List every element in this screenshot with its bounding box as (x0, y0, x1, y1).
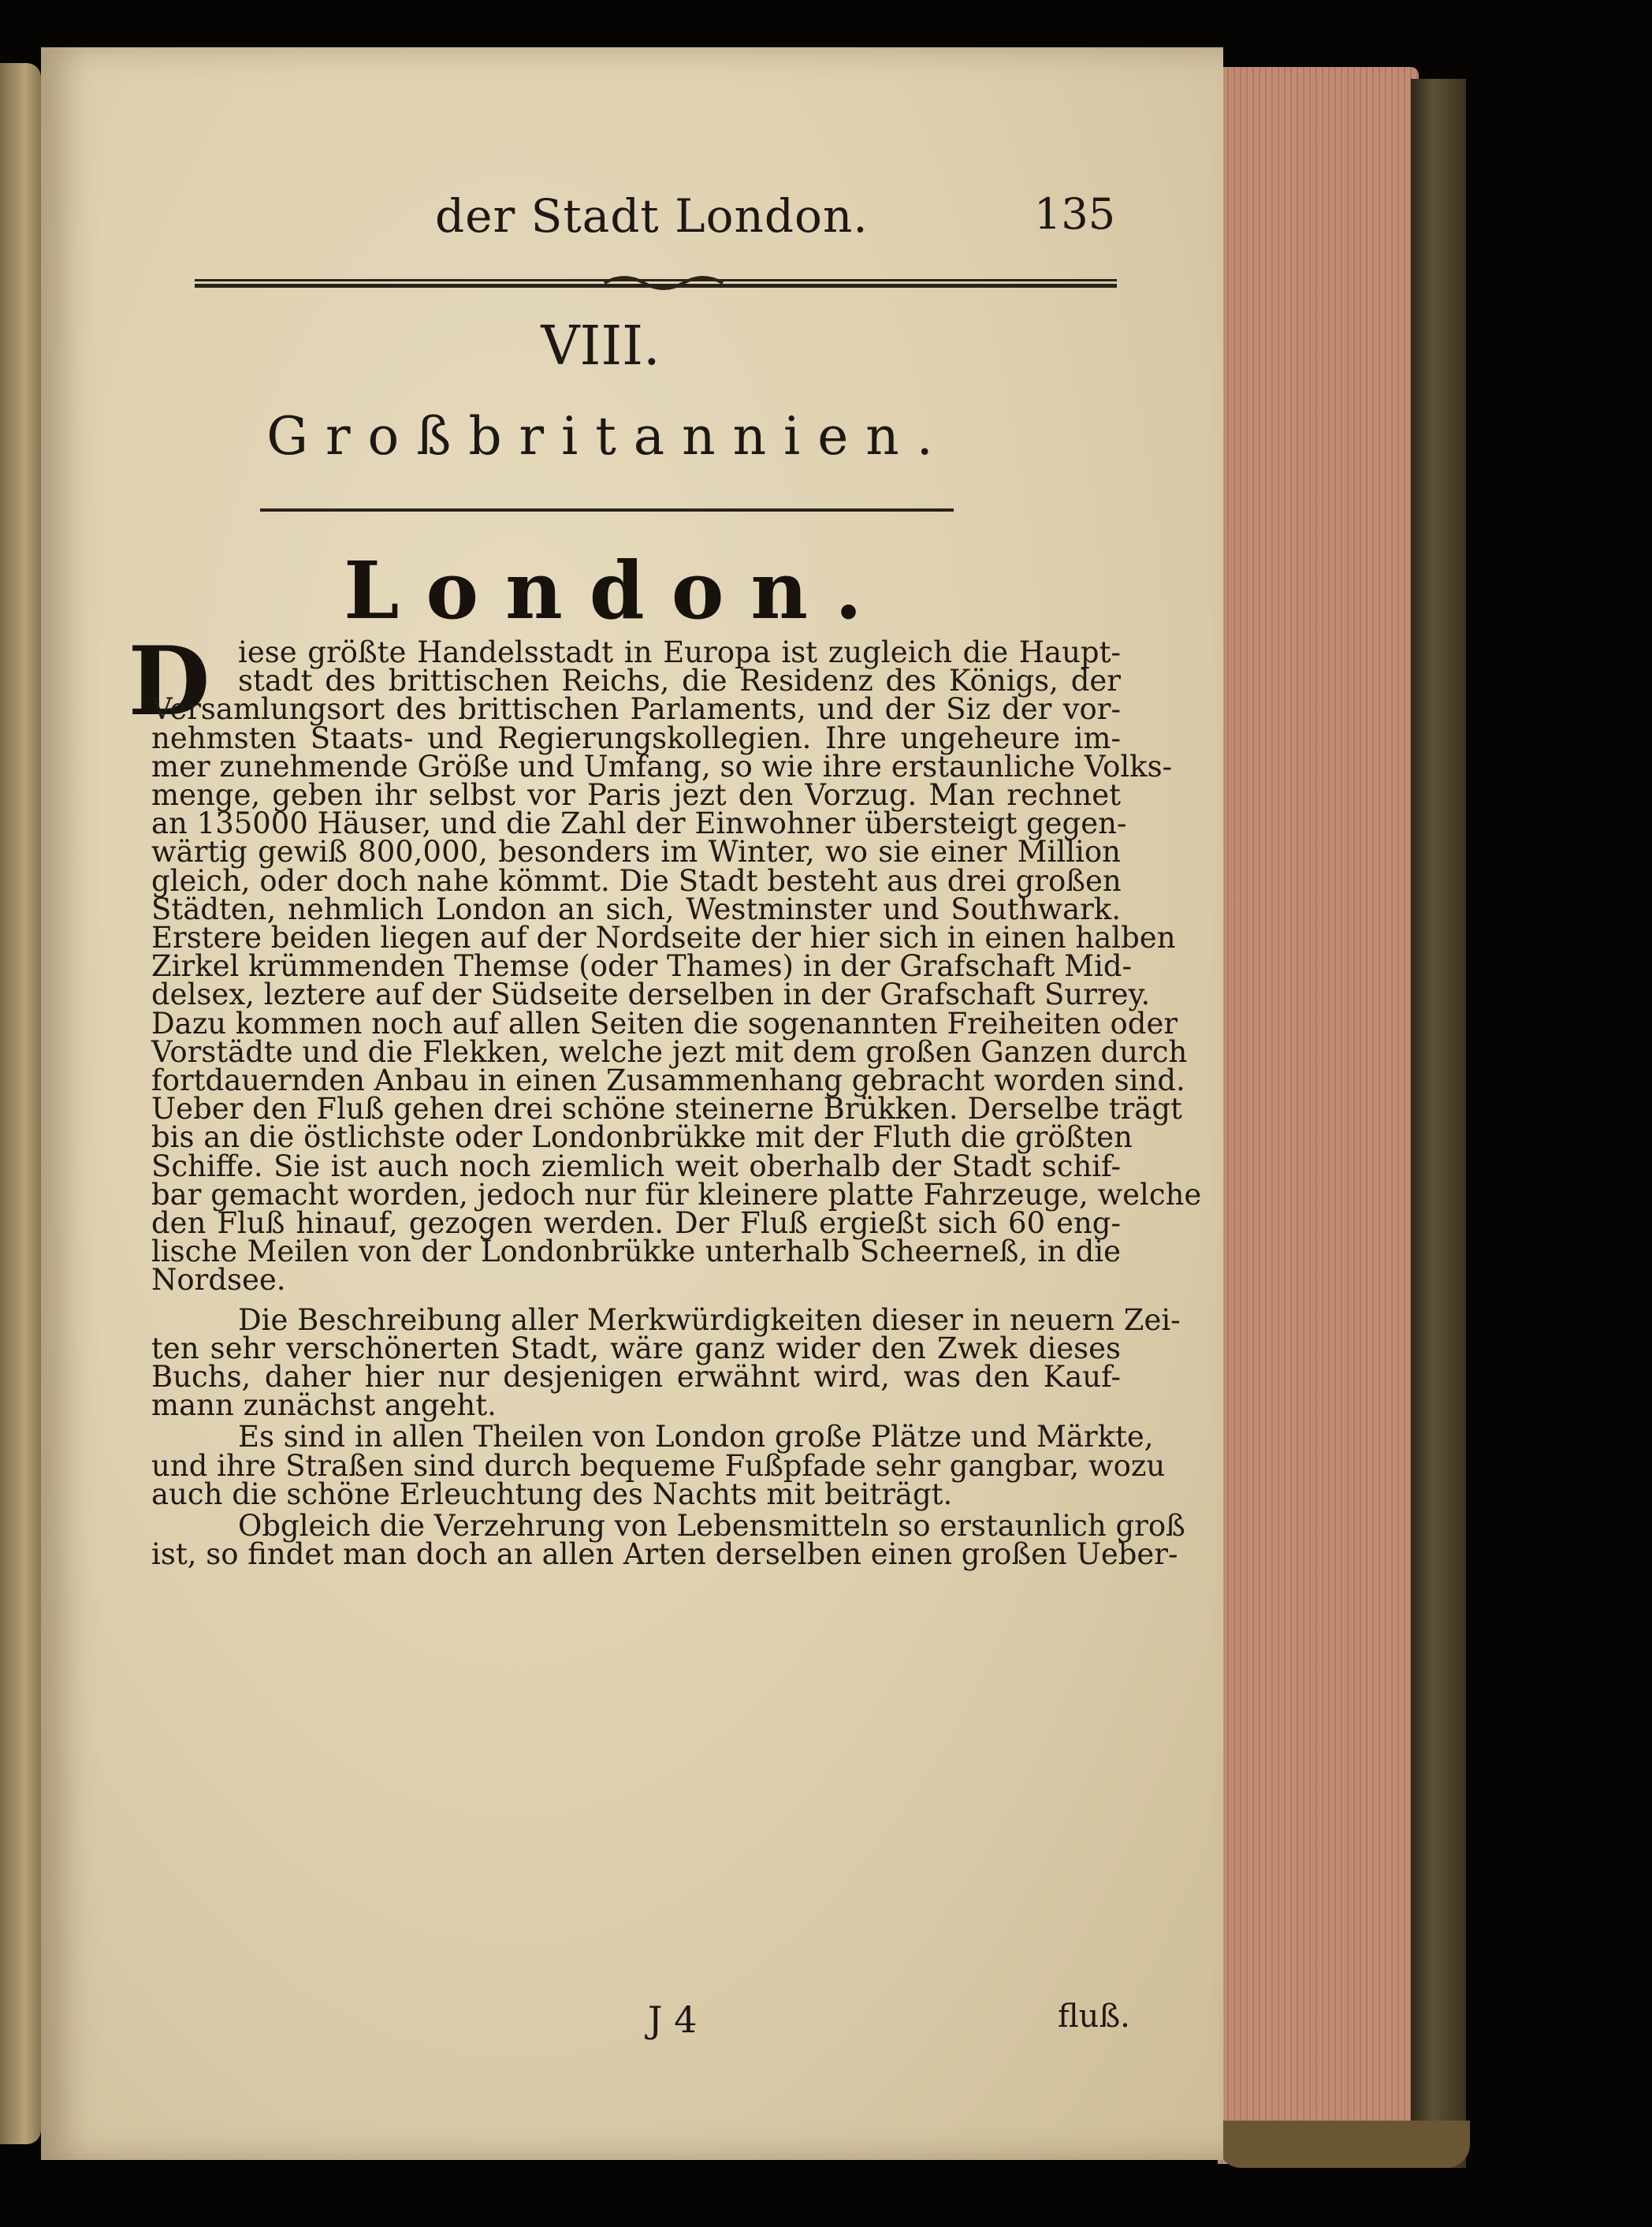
text-line: Städten, nehmlich London an sich, Westminster und Southwark. (151, 892, 1121, 926)
signature-mark: J 4 (648, 1998, 698, 2041)
chapter-title: Großbritannien. (266, 406, 951, 467)
book-cover (1411, 79, 1466, 2168)
text-line: wärtig gewiß 800,000, besonders im Winter, wo sie einer Million (151, 835, 1121, 870)
text-line: gleich, oder doch nahe kömmt. Die Stadt besteht aus drei großen (151, 863, 1122, 898)
title-rule (260, 508, 954, 512)
page-edges (1218, 67, 1419, 2164)
text-line: mer zunehmende Größe und Umfang, so wie ihre erstaunliche Volks- (151, 749, 1173, 784)
text-line: Obgleich die Verzehrung von Lebensmitteln so erstaunlich groß (238, 1509, 1185, 1544)
text-line: Vorstädte und die Flekken, welche jezt mit dem großen Ganzen durch (151, 1034, 1188, 1069)
text-line: Schiffe. Sie ist auch noch ziemlich weit oberhalb der Stadt schif- (151, 1149, 1121, 1183)
page-header (41, 189, 1223, 244)
section-title: London. (344, 544, 889, 637)
page-footer (41, 1998, 1223, 2046)
text-line: fortdauernden Anbau in einen Zusammenhang gebracht worden sind. (151, 1063, 1185, 1098)
text-line: mann zunächst angeht. (151, 1388, 497, 1423)
text-line: Versamlungsort des brittischen Parlaments, und der Siz der vor- (151, 692, 1121, 727)
catchword: fluß. (1058, 1998, 1130, 2035)
text-line: Erstere beiden liegen auf der Nordseite der hier sich in einen halben (151, 921, 1176, 955)
text-line: den Fluß hinauf, gezogen werden. Der Fluß ergießt sich 60 eng- (151, 1206, 1121, 1241)
text-line: bis an die östlichste oder Londonbrükke mit der Fluth die größten (151, 1120, 1133, 1155)
text-line: Die Beschreibung aller Merkwürdigkeiten dieser in neuern Zei- (238, 1302, 1181, 1337)
running-head: der Stadt London. (435, 189, 869, 243)
paragraph (151, 1420, 1166, 1511)
page-number: 135 (1034, 189, 1116, 239)
text-line: nehmsten Staats- und Regierungskollegien. Ihre ungeheure im- (151, 721, 1121, 755)
text-line: bar gemacht worden, jedoch nur für kleinere platte Fahrzeuge, welche (151, 1177, 1202, 1212)
text-line: und ihre Straßen sind durch bequeme Fußpfade sehr gangbar, wozu (151, 1448, 1166, 1483)
text-line: auch die schöne Erleuchtung des Nachts mit beiträgt. (151, 1477, 953, 1511)
text-line: ten sehr verschönerten Stadt, wäre ganz wider den Zwek dieses (151, 1331, 1121, 1365)
text-line: menge, geben ihr selbst vor Paris jezt den Vorzug. Man rechnet (151, 778, 1121, 813)
text-line: Dazu kommen noch auf allen Seiten die sogenannten Freiheiten oder (151, 1006, 1178, 1041)
chapter-number: VIII. (541, 315, 660, 378)
text-line: Es sind in allen Theilen von London große Plätze und Märkte, (238, 1420, 1154, 1454)
paragraph (151, 635, 1202, 1298)
drop-cap: D (128, 626, 210, 737)
text-line: stadt des brittischen Reichs, die Residenz des Königs, der (238, 664, 1121, 698)
text-line: Ueber den Fluß gehen drei schöne steinerne Brükken. Derselbe trägt (151, 1092, 1182, 1127)
ornamental-rule (195, 274, 1117, 292)
body-text (151, 635, 1202, 1572)
text-line: lische Meilen von der Londonbrükke unterhalb Scheerneß, in die (151, 1235, 1121, 1269)
text-line: iese größte Handelsstadt in Europa ist zugleich die Haupt- (238, 635, 1121, 669)
book-page (41, 47, 1223, 2160)
text-line: Zirkel krümmenden Themse (oder Thames) in der Grafschaft Mid- (151, 949, 1133, 984)
text-line: an 135000 Häuser, und die Zahl der Einwohner übersteigt gegen- (151, 806, 1127, 841)
text-line: Nordsee. (151, 1263, 286, 1298)
paragraph (151, 1302, 1181, 1423)
text-line: delsex, leztere auf der Südseite derselben in der Grafschaft Surrey. (151, 978, 1151, 1012)
text-line: ist, so findet man doch an allen Arten derselben einen großen Ueber- (151, 1537, 1178, 1572)
text-line: Buchs, daher hier nur desjenigen erwähnt wird, was den Kauf- (151, 1360, 1121, 1395)
paragraph (151, 1509, 1185, 1572)
book-cover-bottom (1218, 2121, 1470, 2168)
